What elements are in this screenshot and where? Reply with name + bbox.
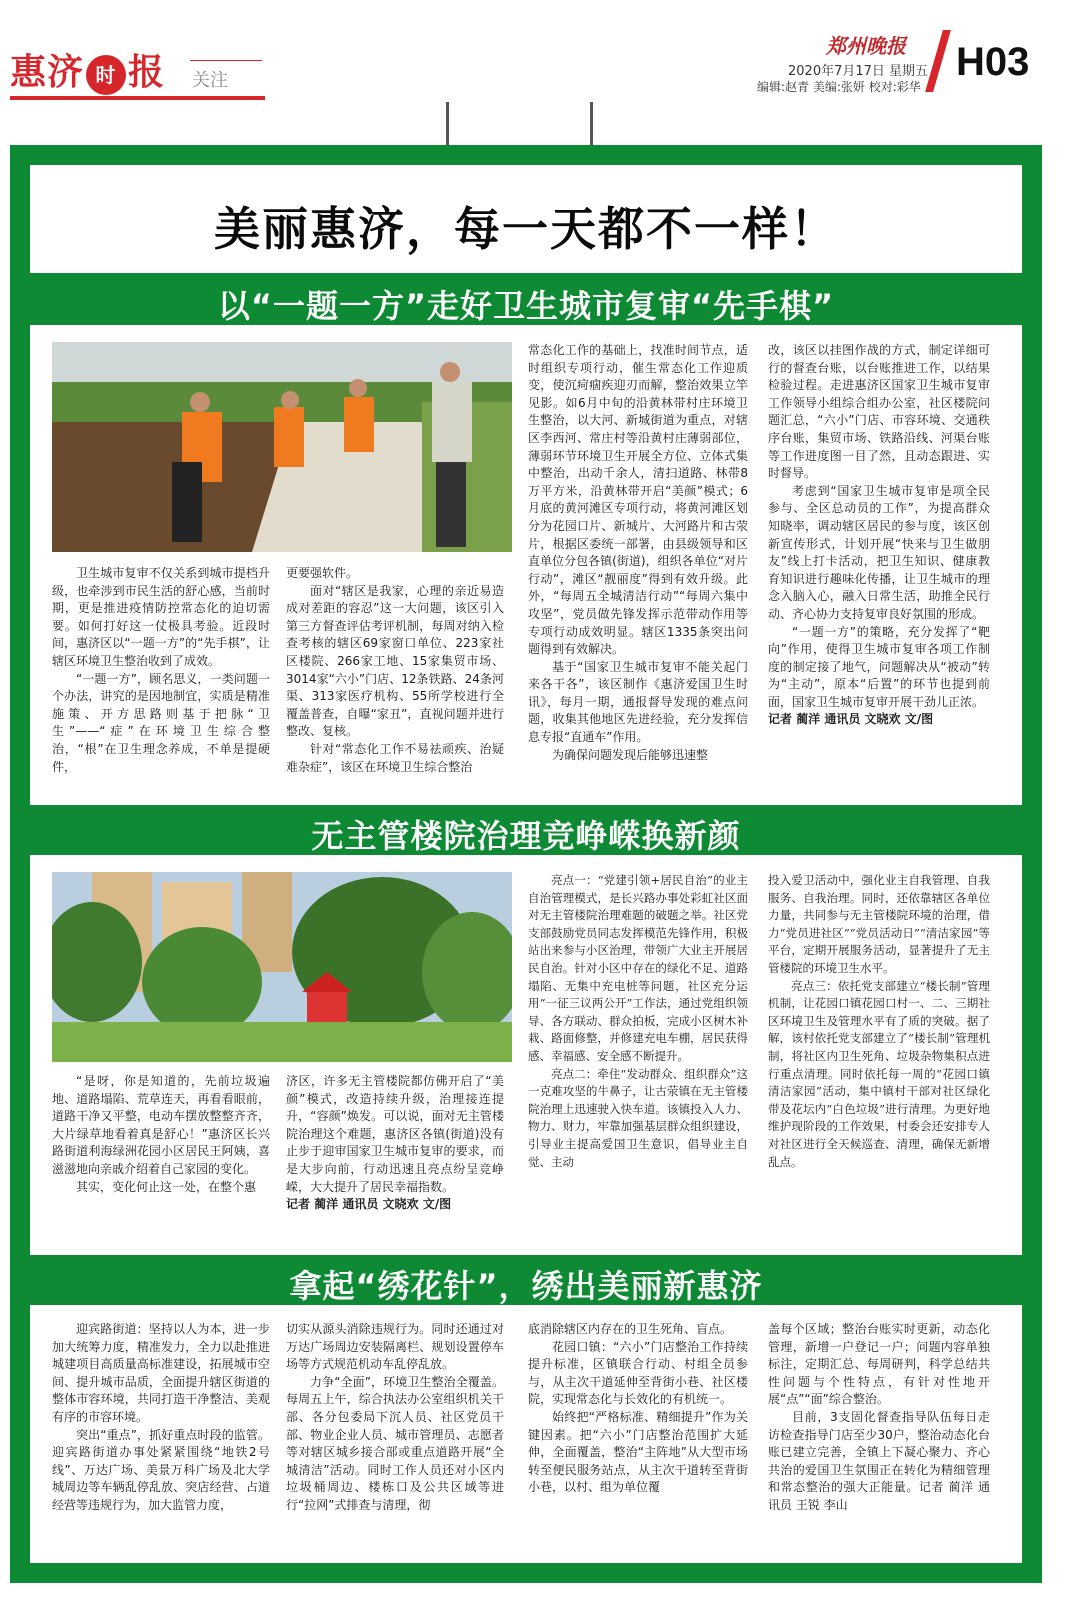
brand-text-post: 报 <box>128 51 166 93</box>
article-column <box>768 1321 990 1515</box>
paragraph: 切实从源头消除违规行为。同时还通过对万达广场周边安装隔离栏、规划设置停车场等方式规范机动车乱停乱放。 <box>286 1322 504 1372</box>
section-heading-1: 以“一题一方”走好卫生城市复审“先手棋” <box>217 287 835 325</box>
paragraph: “一题一方”，顾名思义，一类问题一个办法，讲究的是因地制宜，实质是精准施策、开方思路则基于把脉“卫生”——“症”在环境卫生综合整治，“根”在卫生理念养成，不单是提硬件， <box>52 671 270 774</box>
article-column <box>286 565 504 776</box>
paragraph: 盖每个区域；整治台账实时更新，动态化管理，新增一户登记一户；问题内容单独标注，定期汇总、每周研判，科学总结共性问题与个性特点，有针对性地开展“点”“面”综合整治。 <box>768 1322 990 1407</box>
divider <box>10 96 265 100</box>
article-panel-3 <box>30 1305 1022 1563</box>
article-column <box>768 872 990 1171</box>
street-cleaning-photo <box>52 342 512 552</box>
article-panel-2 <box>30 855 1022 1255</box>
paragraph: 基于“国家卫生城市复审不能关起门来各干各”，该区制作《惠济爱国卫生时讯》，每月一期，通报督导发现的难点问题，收集其他地区先进经验，充分发挥信息专报“直通车”作用。 <box>528 659 748 745</box>
article-column <box>286 1321 504 1515</box>
paragraph: 花园口镇：“六小”门店整治工作持续提升标准，区镇联合行动、村组全员参与，从主次干道延伸至背街小巷、社区楼院，实现常态化与长效化的有机统一。 <box>528 1339 748 1407</box>
masthead <box>0 0 1080 112</box>
paragraph: 面对“辖区是我家，心理的亲近易造成对差距的容忍”这一大问题，该区引入第三方督查评估考评机制，每周对纳入检查考核的辖区69家窗口单位、223家社区楼院、266家工地、15家集贸市场、3014家“六小”门店、12条铁路、24条河渠、313家医疗机构、55所学校进行全覆盖普查，自曝“家丑”，直视问题并进行整改、复核。 <box>286 583 504 739</box>
page-title: 美丽惠济，每一天都不一样！ <box>214 202 838 256</box>
paragraph: 改，该区以挂图作战的方式，制定详细可行的督查台账，以台账推进工作，以结果检验过程。走进惠济区国家卫生城市复审工作领导小组综合组办公室，社区楼院问题汇总，“六小”门店、市容环境、交通秩序台账，集贸市场、铁路沿线、河渠台账等工作进度图一目了然，且动态跟进、实时督导。 <box>768 343 990 481</box>
paragraph: 更要强软件。 <box>286 566 359 580</box>
article-panel-1 <box>30 325 1022 805</box>
residential-courtyard-photo <box>52 872 512 1062</box>
paragraph: 济区，许多无主管楼院都仿佛开启了“美颜”模式，改造持续升级，治理接连提升，“容颜”焕发。可以说，面对无主管楼院治理这个难题，惠济区各镇(街道)没有止步于迎审国家卫生城市复审的要求，而是大步向前，行动迅速且亮点纷呈竞峥嵘，大大提升了居民幸福指数。 <box>286 1074 504 1194</box>
brand-logo <box>10 44 165 95</box>
paragraph: 考虑到“国家卫生城市复审是项全民参与、全区总动员的工作”，为提高群众知晓率，调动辖区居民的参与度，该区创新宣传形式，计划开展“快来与卫生做朋友”线上打卡活动，把卫生知识、健康教育知识进行趣味化传播，让卫生城市的理念入脑入心，融入日常生活，助推全民行动、齐心协力支持复审良好氛围的形成。 <box>768 483 990 621</box>
paragraph: 卫生城市复审不仅关系到城市提档升级，也牵涉到市民生活的舒心感，当前时期，更是推进疫情防控常态化的迫切需要。如何打好这一仗极具考验。近段时间，惠济区以“一题一方”的“先手棋”，让辖区环境卫生整治收到了成效。 <box>52 566 270 668</box>
byline: 记者 蔺洋 通讯员 文晓欢 文/图 <box>286 1197 452 1212</box>
article-column <box>768 342 990 729</box>
paragraph: 突出“重点”，抓好重点时段的监管。迎宾路街道办事处紧紧围绕“地铁2号线”、万达广场、美景万科广场及北大学城周边等车辆乱停乱放、突店经营、占道经营等违规行为，加大监管力度， <box>52 1427 270 1512</box>
brand-text-pre: 惠济 <box>10 51 85 93</box>
newspaper-logo: 郑州晚报 <box>826 34 906 58</box>
paragraph: 常态化工作的基础上，找准时间节点，适时组织专项行动，催生常态化工作迎质变，使沉疴痼疾迎刃而解，整治效果立竿见影。如6月中旬的沿黄林带村庄环境卫生整治，以大河、新城街道为重点，对辖区李西河、常庄村等沿黄村庄薄弱部位，薄弱环节环境卫生开展全方位、立体式集中整治，出动千余人，清扫道路、林带8万平方米，沿黄林带开启“美颜”模式；6月底的黄河滩区专项行动，将黄河滩区划分为花园口片、新城片、大河路片和古荥片，根据区委统一部署，由县级领导和区直单位分包各镇(街道)，组织各单位“对片行动”，滩区“靓丽度”得到有效升级。此外，“每周五全城清洁行动”“每周六集中攻坚”，党员做先锋发挥示范带动作用等专项行动成效明显。辖区1335条突出问题得到有效解决。 <box>528 343 748 657</box>
paragraph: “是呀，你是知道的，先前垃圾遍地、道路塌陷、荒草连天，再看看眼前，道路干净又平整，电动车摆放整整齐齐，大片绿草地看着真是舒心！”惠济区长兴路街道利海绿洲花园小区居民王阿姨，喜滋滋地向亲戚介绍着自己家园的变化。 <box>52 1074 270 1176</box>
divider <box>190 60 262 61</box>
paragraph: 亮点三：依托党支部建立“楼长制”管理机制，让花园口镇花园口村一、二、三期社区环境卫生及管理水平有了质的突破。据了解，该村依托党支部建立了“楼长制”管理机制，将社区内卫生死角、垃圾杂物集积点进行重点清理。同时依托每一周的“花园口镇清洁家园”活动，集中镇村干部对社区绿化带及花坛内“白色垃圾”进行清理。为更好地维护现阶段的工作效果，村委会还安排专人对社区进行全天候巡查、清理，确保无新增乱点。 <box>768 978 990 1169</box>
paragraph: 投入爱卫活动中，强化业主自我管理、自我服务、自我治理。同时，还依靠辖区各单位力量，共同参与无主管楼院环境的治理，借力“党员进社区”“党员活动日”“清洁家园”等平台，定期开展服务活动，显著提升了无主管楼院的环境卫生水平。 <box>768 873 990 975</box>
paragraph: “一题一方”的策略，充分发挥了“靶向”作用，使得卫生城市复审各项工作制度的制定接了地气，问题解决从“被动”转为“主动”，原本“后置”的环节也提到前面，国家卫生城市复审开展干劲儿正浓。 <box>768 624 990 709</box>
paragraph: 亮点二：牵住“发动群众、组织群众”这一克难攻坚的牛鼻子，让古荥镇在无主管楼院治理上迅速驶入快车道。该镇投入人力、物力、财力，牢靠加强基层群众组织建设，引导业主提高爱国卫生意识，倡导业主自觉、主动 <box>528 1066 748 1169</box>
article-column <box>286 1073 504 1214</box>
paragraph: 其实，变化何止这一处，在整个惠 <box>76 1179 257 1194</box>
paragraph: 针对“常态化工作不易祛顽疾、治疑难杂症”，该区在环境卫生综合整治 <box>286 741 504 774</box>
section-heading-2: 无主管楼院治理竞峥嵘换新颜 <box>311 817 741 855</box>
editor-credits: 编辑:赵青 美编:张妍 校对:彩华 <box>757 80 921 94</box>
article-column <box>528 872 748 1171</box>
paragraph: 为确保问题发现后能够迅速整 <box>552 747 709 762</box>
article-column <box>528 342 748 764</box>
section-tag: 关注 <box>192 70 228 91</box>
article-column <box>52 1073 270 1196</box>
page-number: H03 <box>956 40 1030 84</box>
article-column <box>52 565 270 776</box>
paragraph: 力争“全面”，环境卫生整治全覆盖。每周五上午，综合执法办公室组织机关干部、各分包委局下沉人员、社区党员干部、物业企业人员、城市管理员、志愿者等对辖区城乡接合部或重点道路开展“全城清洁”活动。同时工作人员还对小区内垃圾桶周边、楼栋口及公共区域等进行“拉网”式排查与清理，彻 <box>286 1374 504 1512</box>
paragraph: 目前，3支固化督查指导队伍每日走访检查指导门店至少30户，整治动态化台账已建立完善，全镇上下凝心聚力、齐心共治的爱国卫生氛围正在转化为精细管理和常态整治的强大正能量。记者 蔺洋 通讯员 王锐 李山 <box>768 1409 990 1512</box>
article-column <box>528 1321 748 1497</box>
paragraph: 始终把“严格标准、精细提升”作为关键因素。把“六小”门店整治范围扩大延伸，全面覆盖，整治“主阵地”从大型市场转至便民服务站点，从主次干道转至背街小巷，以村、组为单位覆 <box>528 1409 748 1495</box>
section-heading-3: 拿起“绣花针”，绣出美丽新惠济 <box>289 1267 763 1305</box>
article-column <box>52 1321 270 1515</box>
slash-decoration <box>925 30 951 92</box>
byline: 记者 蔺洋 通讯员 文晓欢 文/图 <box>768 712 934 727</box>
brand-circle: 时 <box>86 55 126 95</box>
paragraph: 亮点一：“党建引领+居民自治”的业主自治管理模式，是长兴路办事处彩虹社区面对无主管楼院治理难题的破题之举。社区党支部鼓励党员同志发挥模范先锋作用，积极站出来参与小区治理，带领广大业主开展居民自治。针对小区中存在的绿化不足、道路塌陷、无集中充电桩等问题，社区充分运用“一征三议两公开”工作法，通过党组织领导、各方联动、群众拍板，完成小区树木补栽、路面修整，并修建充电车棚，居民获得感、幸福感、安全感不断提升。 <box>528 873 748 1063</box>
content-frame <box>10 145 1042 1583</box>
issue-date: 2020年7月17日 星期五 <box>788 64 929 79</box>
paragraph: 迎宾路街道：坚持以人为本，进一步加大统筹力度，精准发力，全力以赴推进城建项目高质量高标准建设，拓展城市空间、提升城市品质，全面提升辖区街道的整体市容环境，共同打造干净整洁、美观有序的市容环境。 <box>52 1322 270 1424</box>
paragraph: 底消除辖区内存在的卫生死角、盲点。 <box>528 1322 733 1336</box>
